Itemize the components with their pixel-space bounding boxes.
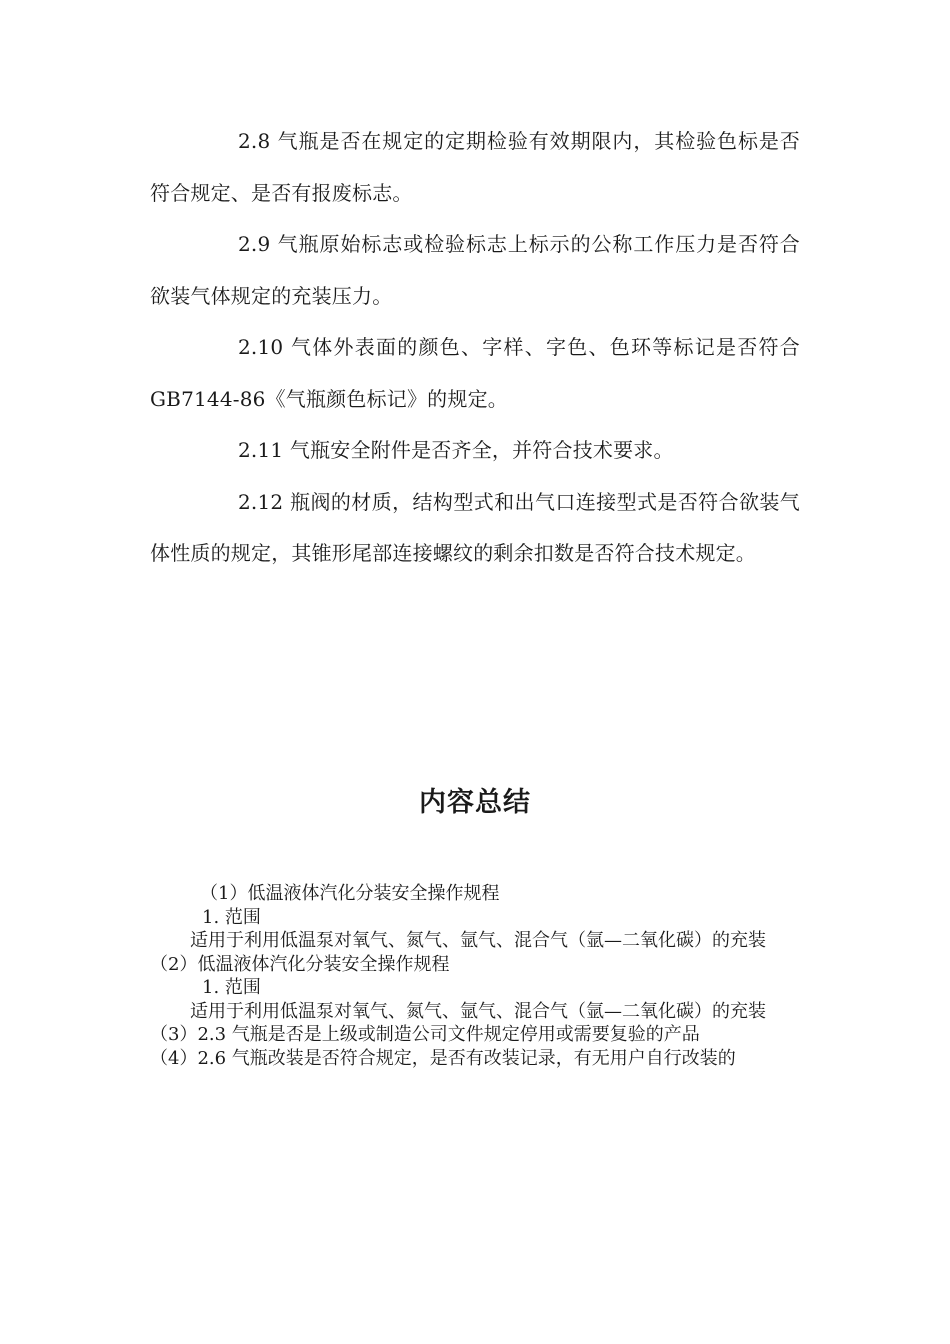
paragraph-2-11: 2.11 气瓶安全附件是否齐全，并符合技术要求。 bbox=[238, 438, 674, 462]
summary-item: （1）低温液体汽化分装安全操作规程 bbox=[200, 883, 500, 904]
summary-title: 内容总结 bbox=[419, 787, 531, 818]
paragraph-2-9: 2.9 气瓶原始标志或检验标志上标示的公称工作压力是否符合欲装气体规定的充装压力。 bbox=[150, 232, 800, 308]
summary-item: 适用于利用低温泵对氧气、氮气、氩气、混合气（氩—二氧化碳）的充装 bbox=[190, 1000, 766, 1022]
body-text bbox=[150, 116, 800, 580]
summary-item: 1. 范围 bbox=[202, 906, 261, 928]
summary-item: 1. 范围 bbox=[202, 977, 261, 998]
summary-item: 适用于利用低温泵对氧气、氮气、氩气、混合气（氩—二氧化碳）的充装 bbox=[190, 930, 766, 951]
paragraph-2-10: 2.10 气体外表面的颜色、字样、字色、色环等标记是否符合 GB7144-86《气瓶颜色标记》的规定。 bbox=[150, 335, 800, 411]
summary-item: （4）2.6 气瓶改装是否符合规定，是否有改装记录，有无用户自行改装的 bbox=[150, 1047, 736, 1069]
paragraph-2-8: 2.8 气瓶是否在规定的定期检验有效期限内，其检验色标是否符合规定、是否有报废标志。 bbox=[150, 129, 800, 205]
paragraph-2-12: 2.12 瓶阀的材质，结构型式和出气口连接型式是否符合欲装气体性质的规定，其锥形尾部连接螺纹的剩余扣数是否符合技术规定。 bbox=[150, 489, 800, 565]
summary-item: （3）2.3 气瓶是否是上级或制造公司文件规定停用或需要复验的产品 bbox=[150, 1024, 700, 1045]
summary-item: （2）低温液体汽化分装安全操作规程 bbox=[150, 953, 450, 975]
summary-list bbox=[150, 882, 800, 1070]
